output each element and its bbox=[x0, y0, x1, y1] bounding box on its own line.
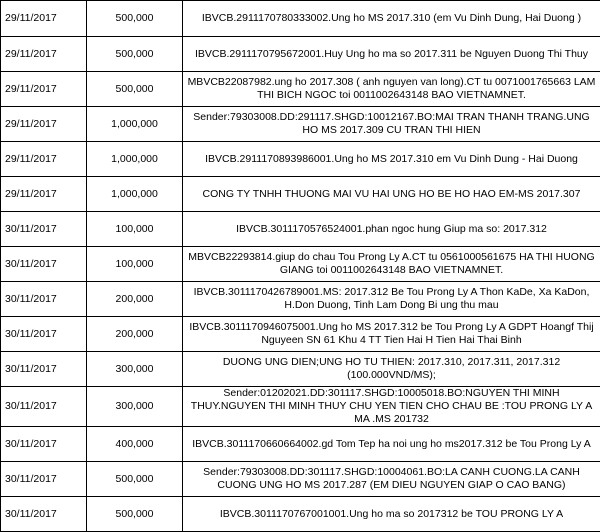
date-cell: 29/11/2017 bbox=[1, 107, 87, 142]
table-row bbox=[1, 497, 600, 532]
table-row bbox=[1, 247, 600, 282]
date-cell: 30/11/2017 bbox=[1, 212, 87, 247]
date-cell: 29/11/2017 bbox=[1, 142, 87, 177]
date-cell: 30/11/2017 bbox=[1, 317, 87, 352]
date-cell: 29/11/2017 bbox=[1, 37, 87, 72]
description-cell: Sender:79303008.DD:291117.SHGD:10012167.BO:MAI TRAN THANH TRANG.UNG HO MS 2017.309 CU TRAN THI HIEN bbox=[183, 107, 600, 142]
description-cell: IBVCB.3011170946075001.Ung ho MS 2017.312 be Tou Prong Ly A GDPT Hoangf Thij Nguyeen SN 61 Khu 4 TT Tien Hai H Tien Hai Thai Binh bbox=[183, 317, 600, 352]
table-row bbox=[1, 72, 600, 107]
description-cell: IBVCB.2911170795672001.Huy Ung ho ma so 2017.311 be Nguyen Duong Thi Thuy bbox=[183, 37, 600, 72]
amount-cell: 200,000 bbox=[87, 282, 183, 317]
table-row bbox=[1, 142, 600, 177]
description-cell: IBVCB.3011170426789001.MS: 2017.312 Be Tou Prong Ly A Thon KaDe, Xa KaDon, H.Don Duong, Tinh Lam Dong Bi ung thu mau bbox=[183, 282, 600, 317]
date-cell: 29/11/2017 bbox=[1, 72, 87, 107]
table-row bbox=[1, 282, 600, 317]
date-cell: 30/11/2017 bbox=[1, 282, 87, 317]
description-cell: Sender:01202021.DD:301117.SHGD:10005018.BO:NGUYEN THI MINH THUY.NGUYEN THI MINH THUY CHU YEN TIEN CHO CHAU BE :TOU PRONG LY A MA .MS 201732 bbox=[183, 387, 600, 427]
amount-cell: 400,000 bbox=[87, 427, 183, 462]
date-cell: 30/11/2017 bbox=[1, 497, 87, 532]
table-row bbox=[1, 387, 600, 427]
table-row bbox=[1, 212, 600, 247]
amount-cell: 1,000,000 bbox=[87, 142, 183, 177]
amount-cell: 300,000 bbox=[87, 387, 183, 427]
amount-cell: 100,000 bbox=[87, 247, 183, 282]
table-row bbox=[1, 37, 600, 72]
amount-cell: 500,000 bbox=[87, 72, 183, 107]
description-cell: MBVCB22087982.ung ho 2017.308 ( anh nguyen van long).CT tu 0071001765663 LAM THI BICH NGOC toi 0011002643148 BAO VIETNAMNET. bbox=[183, 72, 600, 107]
table-row bbox=[1, 427, 600, 462]
table-row bbox=[1, 177, 600, 212]
date-cell: 30/11/2017 bbox=[1, 247, 87, 282]
date-cell: 29/11/2017 bbox=[1, 177, 87, 212]
amount-cell: 300,000 bbox=[87, 352, 183, 387]
table-row bbox=[1, 352, 600, 387]
amount-cell: 1,000,000 bbox=[87, 107, 183, 142]
description-cell: IBVCB.2911170780333002.Ung ho MS 2017.310 (em Vu Dinh Dung, Hai Duong ) bbox=[183, 1, 600, 37]
amount-cell: 500,000 bbox=[87, 1, 183, 37]
date-cell: 30/11/2017 bbox=[1, 352, 87, 387]
amount-cell: 1,000,000 bbox=[87, 177, 183, 212]
date-cell: 29/11/2017 bbox=[1, 1, 87, 37]
description-cell: IBVCB.3011170767001001.Ung ho ma so 2017312 be TOU PRONG LY A bbox=[183, 497, 600, 532]
description-cell: IBVCB.3011170660664002.gd Tom Tep ha noi ung ho ms2017.312 be Tou Prong Ly A bbox=[183, 427, 600, 462]
amount-cell: 200,000 bbox=[87, 317, 183, 352]
amount-cell: 500,000 bbox=[87, 37, 183, 72]
table-row bbox=[1, 1, 600, 37]
date-cell: 30/11/2017 bbox=[1, 427, 87, 462]
amount-cell: 500,000 bbox=[87, 497, 183, 532]
description-cell: DUONG UNG DIEN;UNG HO TU THIEN: 2017.310, 2017.311, 2017.312 (100.000VND/MS); bbox=[183, 352, 600, 387]
amount-cell: 500,000 bbox=[87, 462, 183, 497]
description-cell: CONG TY TNHH THUONG MAI VU HAI UNG HO BE HO HAO EM-MS 2017.307 bbox=[183, 177, 600, 212]
date-cell: 30/11/2017 bbox=[1, 462, 87, 497]
description-cell: MBVCB22293814.giup do chau Tou Prong Ly A.CT tu 0561000561675 HA THI HUONG GIANG toi 0011002643148 BAO VIETNAMNET. bbox=[183, 247, 600, 282]
amount-cell: 100,000 bbox=[87, 212, 183, 247]
date-cell: 30/11/2017 bbox=[1, 387, 87, 427]
table-row bbox=[1, 317, 600, 352]
description-cell: IBVCB.3011170576524001.phan ngoc hung Giup ma so: 2017.312 bbox=[183, 212, 600, 247]
table-row bbox=[1, 462, 600, 497]
table-row bbox=[1, 107, 600, 142]
description-cell: Sender:79303008.DD:301117.SHGD:10004061.BO:LA CANH CUONG.LA CANH CUONG UNG HO MS 2017.287 (EM DIEU NGUYEN GIAP O CAO BANG) bbox=[183, 462, 600, 497]
description-cell: IBVCB.2911170893986001.Ung ho MS 2017.310 em Vu Dinh Dung - Hai Duong bbox=[183, 142, 600, 177]
